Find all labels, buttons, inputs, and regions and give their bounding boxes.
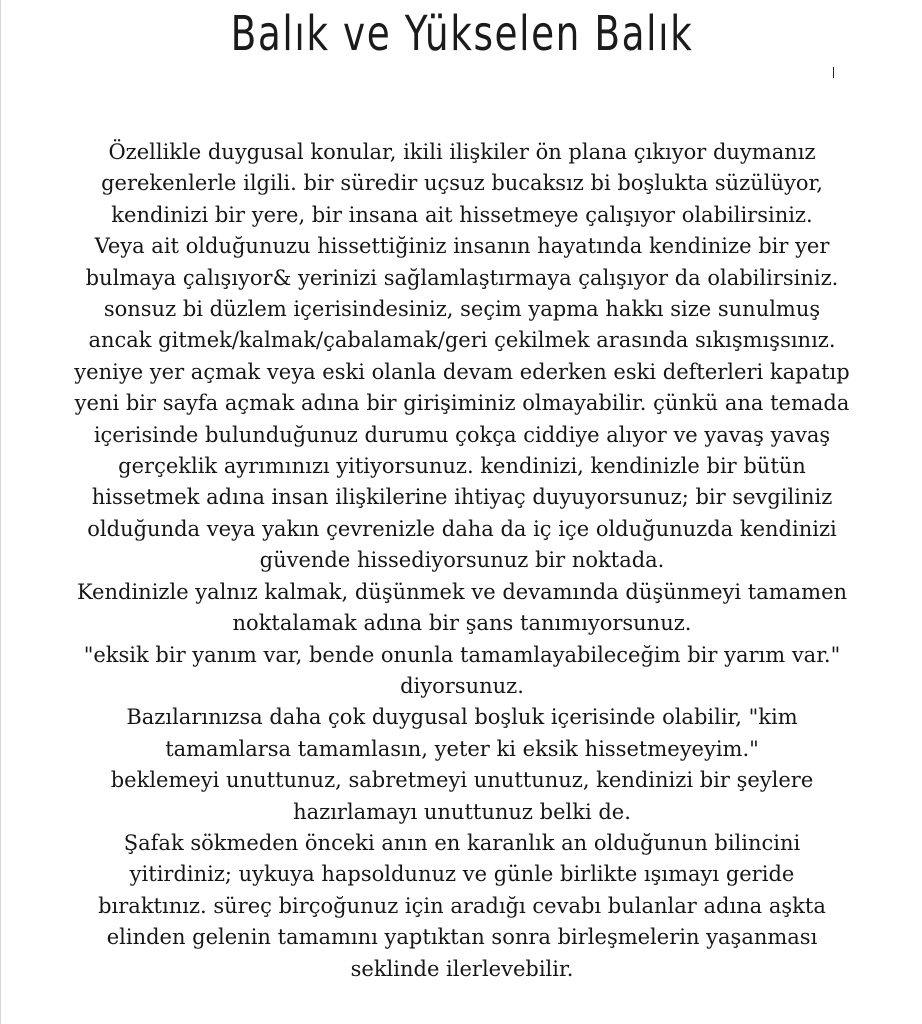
text-line: seklinde ilerlevebilir. (350, 956, 574, 981)
text-line: yeni bir sayfa açmak adına bir girişiminiz olmayabilir. çünkü ana temada (74, 391, 850, 416)
text-line: Veya ait olduğunuzu hissettiğiniz insanın hayatında kendinize bir yer (94, 234, 830, 259)
text-line: gerekenlerle ilgili. bir süredir uçsuz bucaksız bi boşlukta süzülüyor, (101, 171, 823, 196)
text-line: Bazılarınızsa daha çok duygusal boşluk içerisinde olabilir, "kim (126, 705, 798, 730)
text-line: "eksik bir yanım var, bende onunla tamamlayabileceğim bir yarım var." (83, 642, 841, 667)
text-line: diyorsunuz. (400, 673, 524, 698)
text-line: Özellikle duygusal konular, ikili ilişkiler ön plana çıkıyor duymanız (108, 140, 816, 164)
text-cursor (833, 67, 834, 78)
text-line: tamamlarsa tamamlasın, yeter ki eksik hissetmeyeyim." (165, 736, 759, 761)
text-line: noktalamak adına bir şans tanımıyorsunuz. (232, 611, 692, 636)
text-line: gerçeklik ayrımınızı yitiyorsunuz. kendinizi, kendinizle bir bütün (118, 454, 806, 479)
text-line: olduğunda veya yakın çevrenizle daha da iç içe olduğunuzda kendinizi (87, 516, 837, 541)
text-line: kendinizi bir yere, bir insana ait hissetmeye çalışıyor olabilirsiniz. (111, 202, 813, 227)
text-line: yeniye yer açmak veya eski olanla devam ederken eski defterleri kapatıp (74, 359, 850, 384)
text-line: yitirdiniz; uykuya hapsoldunuz ve günle birlikte ışımayı geride (129, 862, 795, 887)
text-line: içerisinde bulunduğunuz durumu çokça ciddiye alıyor ve yavaş yavaş (93, 422, 831, 447)
article-body (15, 137, 909, 985)
text-line: sonsuz bi düzlem içerisindesiniz, seçim yapma hakkı size sunulmuş (103, 297, 821, 322)
text-line: hazırlamayı unuttunuz belki de. (293, 799, 631, 824)
text-line: Şafak sökmeden önceki anın en karanlık an olduğunun bilincini (123, 830, 801, 855)
text-line: hissetmek adına insan ilişkilerine ihtiyaç duyuyorsunuz; bir sevgiliniz (91, 485, 833, 510)
text-line: beklemeyi unuttunuz, sabretmeyi unuttunuz, kendinizi bir şeylere (110, 768, 814, 793)
page-title: Balık ve Yükselen Balık (230, 6, 694, 62)
text-line: bulmaya çalışıyor& yerinizi sağlamlaştırmaya çalışıyor da olabilirsiniz. (85, 265, 839, 290)
text-line: bıraktınız. süreç birçoğunuz için aradığı cevabı bulanlar adına aşkta (98, 893, 826, 918)
text-line: Kendinizle yalnız kalmak, düşünmek ve devamında düşünmeyi tamamen (76, 579, 848, 604)
text-line: ancak gitmek/kalmak/çabalamak/geri çekilmek arasında sıkışmışsınız. (88, 328, 836, 353)
text-line: güvende hissediyorsunuz bir noktada. (259, 548, 665, 573)
text-line: elinden gelenin tamamını yaptıktan sonra birleşmelerin yaşanması (106, 925, 818, 950)
